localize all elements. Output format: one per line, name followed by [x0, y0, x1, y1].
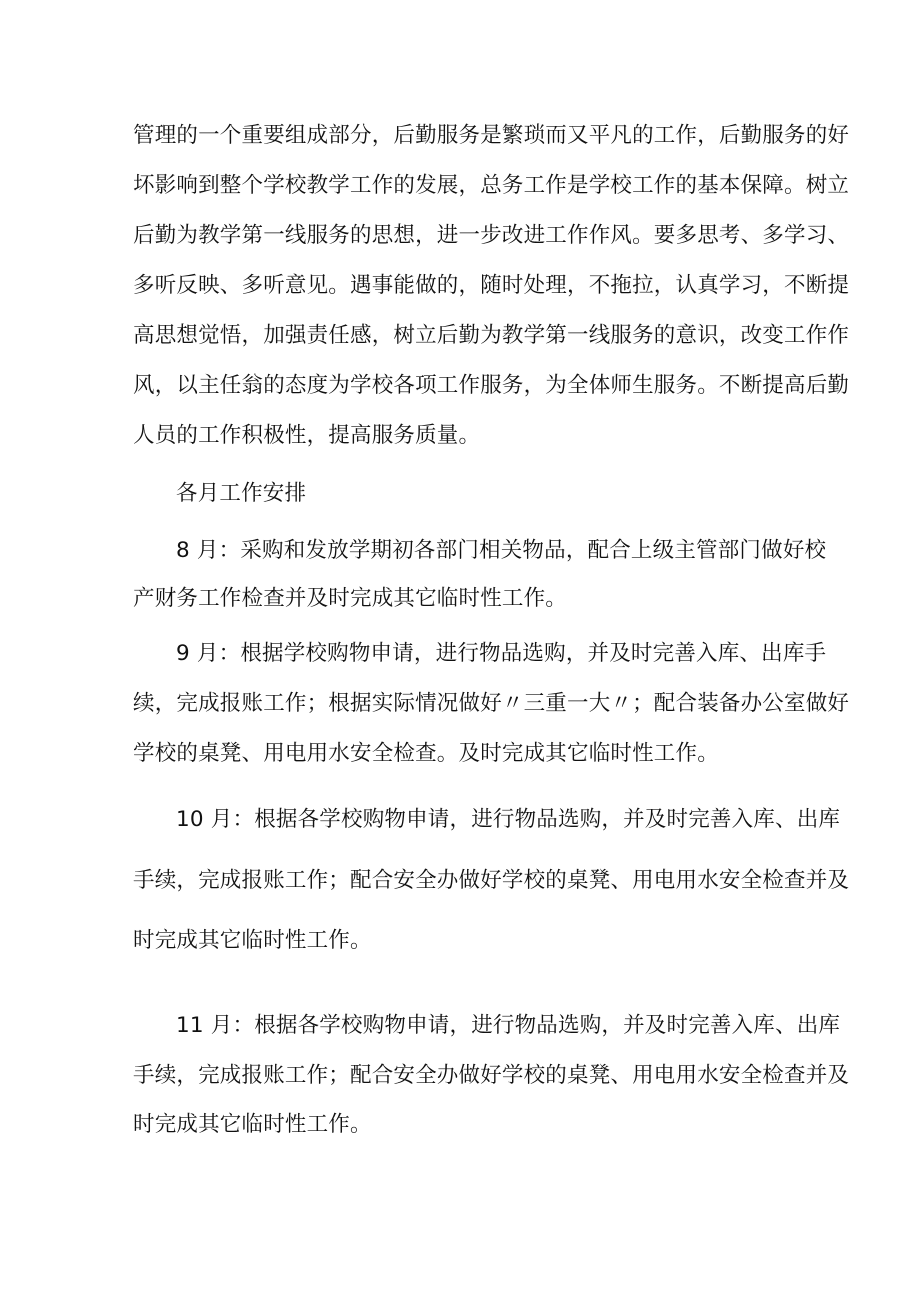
text-line: 手续，完成报账工作；配合安全办做好学校的桌凳、用电用水安全检查并及: [133, 1063, 850, 1088]
section-heading: 各月工作安排: [176, 481, 307, 506]
text-line: 11 月：根据各学校购物申请，进行物品选购，并及时完善入库、出库: [176, 1013, 841, 1038]
text-line: 9 月：根据学校购物申请，进行物品选购，并及时完善入库、出库手: [176, 641, 827, 666]
text-line: 人员的工作积极性，提高服务质量。: [133, 423, 481, 448]
text-line: 多听反映、多听意见。遇事能做的，随时处理，不拖拉，认真学习，不断提: [133, 273, 850, 298]
text-line: 风，以主任翁的态度为学校各项工作服务，为全体师生服务。不断提高后勤: [133, 373, 850, 398]
text-line: 时完成其它临时性工作。: [133, 1112, 372, 1137]
text-line: 后勤为教学第一线服务的思想，进一步改进工作作风。要多思考、多学习、: [133, 223, 850, 248]
text-line: 管理的一个重要组成部分，后勤服务是繁琐而又平凡的工作，后勤服务的好: [133, 123, 850, 148]
text-line: 学校的桌凳、用电用水安全检查。及时完成其它临时性工作。: [133, 741, 719, 766]
text-line: 产财务工作检查并及时完成其它临时性工作。: [133, 586, 568, 611]
text-line: 续，完成报账工作；根据实际情况做好〃三重一大〃；配合装备办公室做好: [133, 691, 850, 716]
text-line: 10 月：根据各学校购物申请，进行物品选购，并及时完善入库、出库: [176, 807, 841, 832]
text-line: 坏影响到整个学校教学工作的发展，总务工作是学校工作的基本保障。树立: [133, 173, 850, 198]
text-line: 时完成其它临时性工作。: [133, 928, 372, 953]
text-line: 8 月：采购和发放学期初各部门相关物品，配合上级主管部门做好校: [176, 538, 827, 563]
text-line: 高思想觉悟，加强责任感，树立后勤为教学第一线服务的意识，改变工作作: [133, 323, 850, 348]
text-line: 手续，完成报账工作；配合安全办做好学校的桌凳、用电用水安全检查并及: [133, 868, 850, 893]
